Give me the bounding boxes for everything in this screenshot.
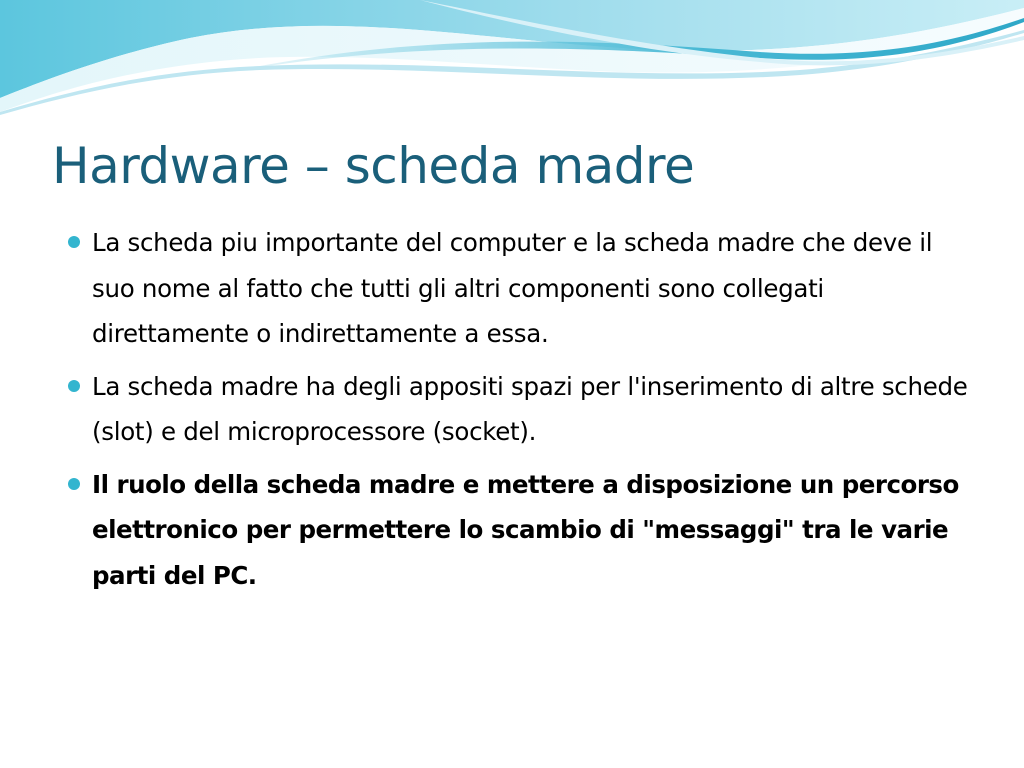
slide-title: Hardware – scheda madre <box>52 137 695 195</box>
bullet-item <box>68 462 968 599</box>
bullet-marker-icon <box>68 478 80 490</box>
bullet-list <box>68 220 968 605</box>
decorative-wave-header <box>0 0 1024 130</box>
bullet-item <box>68 364 968 455</box>
bullet-item <box>68 220 968 357</box>
bullet-text: Il ruolo della scheda madre e mettere a disposizione un percorso elettronico per permettere lo scambio di "messaggi" tra le varie parti del PC. <box>92 469 959 590</box>
bullet-text: La scheda madre ha degli appositi spazi per l'inserimento di altre schede (slot) e del microprocessore (socket). <box>92 371 968 446</box>
bullet-text: La scheda piu importante del computer e la scheda madre che deve il suo nome al fatto che tutti gli altri componenti sono collegati direttamente o indirettamente a essa. <box>92 228 933 348</box>
bullet-marker-icon <box>68 236 80 248</box>
bullet-marker-icon <box>68 380 80 392</box>
